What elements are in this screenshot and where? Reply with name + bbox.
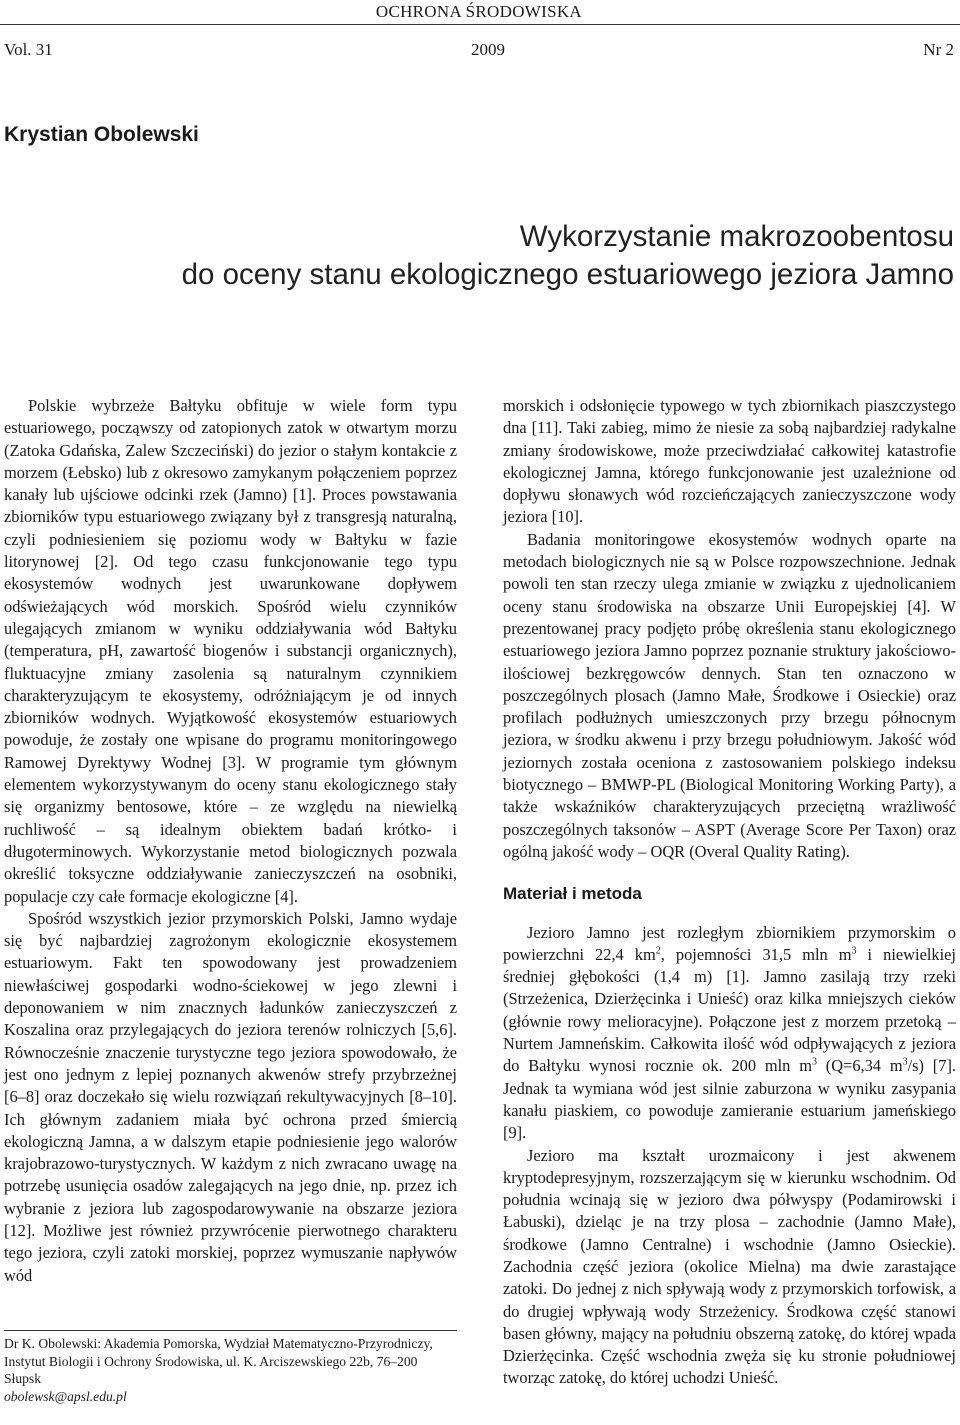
author-footnote: [4, 1330, 457, 1405]
paragraph: [503, 922, 956, 1145]
title-line-2: do oceny stanu ekologicznego estuariowego jeziora Jamno: [181, 258, 954, 291]
paragraph: Polskie wybrzeże Bałtyku obfituje w wiele form typu estuariowego, począwszy od zatopionych zatok w otwartym morzu (Zatoka Gdańska, Zalew Szczeciński) do jezior o stałym kontakcie z morzem (Łebsko) lub z okresowo zamykanym połączeniem poprzez kanały lub ujściowe odcinki rzek (Jamno) [1]. Proces powstawania zbiorników typu estuariowego związany był z transgresją naturalną, czyli podniesieniem się poziomu wody w Bałtyku w fazie litorynowej [2]. Od tego czasu funkcjonowanie tego typu ekosystemów wodnych jest uwarunkowane dopływem odświeżających wód morskich. Spośród wielu czynników ulegających zmianom w wyniku oddziaływania wód Bałtyku (temperatura, pH, zawartość biogenów i substancji organicznych), fluktuacyjne zmiany zasolenia są naturalnym czynnikiem charakteryzującym te ekosystemy, odróżniającym je od innych zbiorników wodnych. Wyjątkowość ekosystemów estuariowych powoduje, że zostały one wpisane do programu monitoringowego Ramowej Dyrektywy Wodnej [3]. W programie tym głównym elementem wykorzystywanym do oceny stanu ekologicznego stały się organizmy bentosowe, które – ze względu na niewielką ruchliwość – są idealnym obiektem badań krótko- i długoterminowych. Wykorzystanie metod biologicznych pozwala określić toksyczne oddziaływanie zanieczyszczeń na osobniki, populacje czy całe formacje ekologiczne [4].: [4, 396, 457, 906]
text-run: i niewielkiej średniej głębokości (1,4 m) [1]. Jamno zasilają trzy rzeki (Strzeżenica, Dzierżęcinka i Unieść) oraz kilka mniejszych cieków (głównie rowy melioracyjne). Połączone jest z morzem przetoką – Nurtem Jamneńskim. Całkowita ilość wód odpływających z jeziora do Bałtyku wynosi rocznie ok. 200 mln m: [503, 944, 956, 1076]
right-column: [503, 395, 956, 1390]
text-run: Jezioro Jamno jest rozległym zbiornikiem przymorskim o powierzchni 22,4 km: [503, 922, 956, 964]
text-run: (Q=6,34 m: [816, 1056, 903, 1076]
left-column: [4, 395, 457, 1287]
issue-line: [4, 40, 954, 62]
text-run: /s) [7]. Jednak ta wymiana wód jest silnie zaburzona w wyniku zasypania kanału piaskiem, co powoduje zamieranie estuarium jameńskiego [9].: [503, 1056, 956, 1143]
journal-header: [0, 2, 960, 25]
affiliation-text: Dr K. Obolewski: Akademia Pomorska, Wydział Matematyczno-Przyrodniczy, Instytut Biologii i Ochrony Środowiska, ul. K. Arciszewskiego 22b, 76–200 Słupsk: [4, 1336, 433, 1386]
author-name: Krystian Obolewski: [4, 123, 199, 146]
superscript: 3: [902, 1056, 908, 1068]
superscript: 2: [655, 945, 661, 957]
section-heading: Materiał i metoda: [503, 884, 642, 904]
paragraph: morskich i odsłonięcie typowego w tych zbiornikach piaszczystego dna [11]. Taki zabieg, mimo że niesie za sobą najbardziej radykalne zmiany środowiskowe, może przeciwdziałać całkowitej katastrofie ekologicznej Jamna, którego funkcjonowanie jest uzależnione od dopływu słonawych wód rozcieńczających zanieczyszczone wody jeziora [10].: [503, 396, 956, 527]
text-run: , pojemności 31,5 mln m: [660, 944, 852, 964]
year-label: 2009: [471, 40, 505, 59]
paragraph: Badania monitoringowe ekosystemów wodnych oparte na metodach biologicznych nie są w Polsce rozpowszechnione. Jednak powoli ten stan rzeczy ulega zmianie w związku z ujednolicaniem oceny stanu środowiska na obszarze Unii Europejskiej [4]. W prezentowanej pracy podjęto próbę określenia stanu ekologicznego estuariowego jeziora Jamno poprzez poznanie struktury jakościowo-ilościowej bezkręgowców dennych. Stan ten oznaczono w poszczególnych plosach (Jamno Małe, Środkowe i Osieckie) oraz profilach podłużnych umieszczonych przy brzegu północnym jeziora, w środku akwenu i przy brzegu południowym. Jakość wód jeziornych została oceniona z zastosowaniem polskiego indeksu biotycznego – BMWP-PL (Biological Monitoring Working Party), a także wskaźników charakteryzujących przeciętną wrażliwość poszczególnych taksonów – ASPT (Average Score Per Taxon) oraz ogólną jakość wody – OQR (Overal Quality Rating).: [503, 529, 956, 861]
journal-name: OCHRONA ŚRODOWISKA: [375, 2, 582, 21]
volume-label: Vol. 31: [4, 40, 53, 59]
title-line-1: Wykorzystanie makrozoobentosu: [519, 220, 954, 253]
paragraph: Spośród wszystkich jezior przymorskich Polski, Jamno wydaje się być najbardziej zagrożonym ekologicznie ekosystemem estuariowym. Fakt ten spowodowany jest prowadzeniem niewłaściwej gospodarki wodno-ściekowej w jego zlewni i deponowaniem w nim znacznych ładunków zanieczyszczeń z Koszalina oraz przylegających do jeziora terenów rolniczych [5,6]. Równocześnie znaczenie turystyczne tego jeziora spowodowało, że jest ono jednym z lepiej poznanych akwenów strefy przybrzeżnej [6–8] oraz doczekało się wielu rozwiązań rekultywacyjnych [8–10]. Ich głównym zadaniem miała być ochrona przed śmiercią ekologiczną Jamna, a w dalszym etapie podniesienie jego walorów krajobrazowo-turystycznych. W każdym z nich zwracano uwagę na potrzebę usunięcia osadów zalegających na jego dnie, np. przez ich wybranie z jeziora lub zagospodarowywanie na obszarze jeziora [12]. Możliwe jest również przywrócenie pierwotnego charakteru tego jeziora, czyli zatoki morskiej, poprzez wymuszanie napływów wód: [4, 908, 457, 1285]
superscript: 3: [851, 945, 857, 957]
article-title: [4, 218, 954, 294]
issue-number: Nr 2: [923, 40, 954, 59]
superscript: 3: [811, 1056, 817, 1068]
email-address: obolewsk@apsl.edu.pl: [4, 1388, 127, 1404]
paragraph: Jezioro ma kształt urozmaicony i jest akwenem kryptodepresyjnym, rozszerzającym się w kierunku wschodnim. Od południa wcinają się w jezioro dwa półwyspy (Podamirowski i Łabuski), dzieląc je na trzy plosa – zachodnie (Jamno Małe), środkowe (Jamno Centralne) i wschodnie (Jamno Osieckie). Zachodnia część jeziora (okolice Mielna) ma dwie zarastające zatoki. Do jednej z nich spływają wody z przymorskich torfowisk, a do drugiej wpływają wody Strzeżenicy. Środkowa część stanowi basen główny, mający na południu obszerną zatokę, do której wpada Dzierżęcinka. Część wschodnia zwęża się ku stronie południowej tworząc zatokę, do której uchodzi Unieść.: [503, 1145, 956, 1388]
